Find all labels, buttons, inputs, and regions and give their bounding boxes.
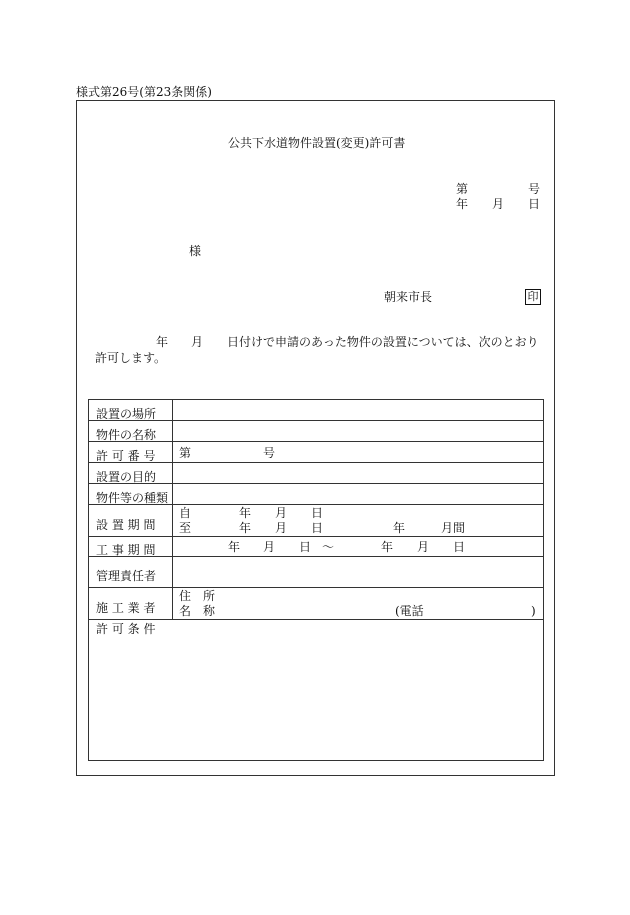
table-row-type [89, 484, 543, 505]
row-label-location: 設置の場所 [96, 407, 157, 421]
document-title: 公共下水道物件設置(変更)許可書 [228, 136, 406, 150]
period-to-year: 年 [239, 521, 252, 535]
row-label-type: 物件等の種類 [96, 491, 169, 505]
contractor-address-label: 住 所 [179, 589, 216, 603]
table-row-permit-no [89, 442, 543, 463]
row-label-purpose: 設置の目的 [96, 470, 157, 484]
row-label-period: 設 置 期 間 [96, 518, 156, 532]
row-label-conditions: 許 可 条 件 [96, 622, 156, 636]
construction-to-day: 日 [453, 540, 466, 554]
construction-to-month: 月 [417, 540, 430, 554]
row-label-permit-no: 許 可 番 号 [96, 449, 156, 463]
construction-from-year: 年 [228, 540, 241, 554]
table-row-name [89, 421, 543, 442]
issue-date-day: 日 [528, 197, 541, 211]
issue-date-year: 年 [456, 197, 469, 211]
period-from-day: 日 [311, 506, 324, 520]
permit-no-suffix: 号 [263, 446, 276, 460]
issuer-name: 朝来市長 [384, 290, 433, 304]
construction-from-month: 月 [263, 540, 276, 554]
construction-from-day: 日 [299, 540, 312, 554]
permit-number-suffix: 号 [528, 182, 541, 196]
table-row-location [89, 400, 543, 421]
row-label-manager: 管理責任者 [96, 569, 157, 583]
table-row-period [89, 505, 543, 537]
period-duration-year: 年 [393, 521, 406, 535]
table-row-purpose [89, 463, 543, 484]
period-from: 自 [179, 506, 192, 520]
body-year: 年 [156, 335, 169, 349]
period-from-year: 年 [239, 506, 252, 520]
row-label-construction: 工 事 期 間 [96, 543, 156, 557]
contractor-phone-open: (電話 [395, 604, 424, 618]
period-duration-month: 月間 [441, 521, 466, 535]
period-from-month: 月 [275, 506, 288, 520]
table-row-contractor [89, 588, 543, 620]
seal-mark: 印 [525, 289, 541, 305]
issue-date-month: 月 [492, 197, 505, 211]
contractor-name-label: 名 称 [179, 604, 216, 618]
period-to: 至 [179, 521, 192, 535]
details-table [88, 399, 544, 761]
table-row-manager [89, 557, 543, 588]
contractor-phone-close: ) [531, 604, 536, 618]
permit-no-prefix: 第 [179, 446, 192, 460]
row-label-name: 物件の名称 [96, 428, 157, 442]
addressee-honorific: 様 [189, 244, 202, 258]
form-number-label: 様式第26号(第23条関係) [76, 85, 212, 99]
body-month: 月 [191, 335, 204, 349]
construction-to-year: 年 [381, 540, 394, 554]
body-text-rest: 日付けで申請のあった物件の設置については、次のとおり [227, 335, 539, 349]
construction-tilde: ～ [322, 540, 335, 554]
period-to-month: 月 [275, 521, 288, 535]
table-row-construction [89, 537, 543, 557]
permit-number-prefix: 第 [456, 182, 469, 196]
table-row-conditions [89, 620, 543, 760]
period-to-day: 日 [311, 521, 324, 535]
body-text-line2: 許可します。 [95, 351, 167, 365]
row-label-contractor: 施 工 業 者 [96, 601, 156, 615]
